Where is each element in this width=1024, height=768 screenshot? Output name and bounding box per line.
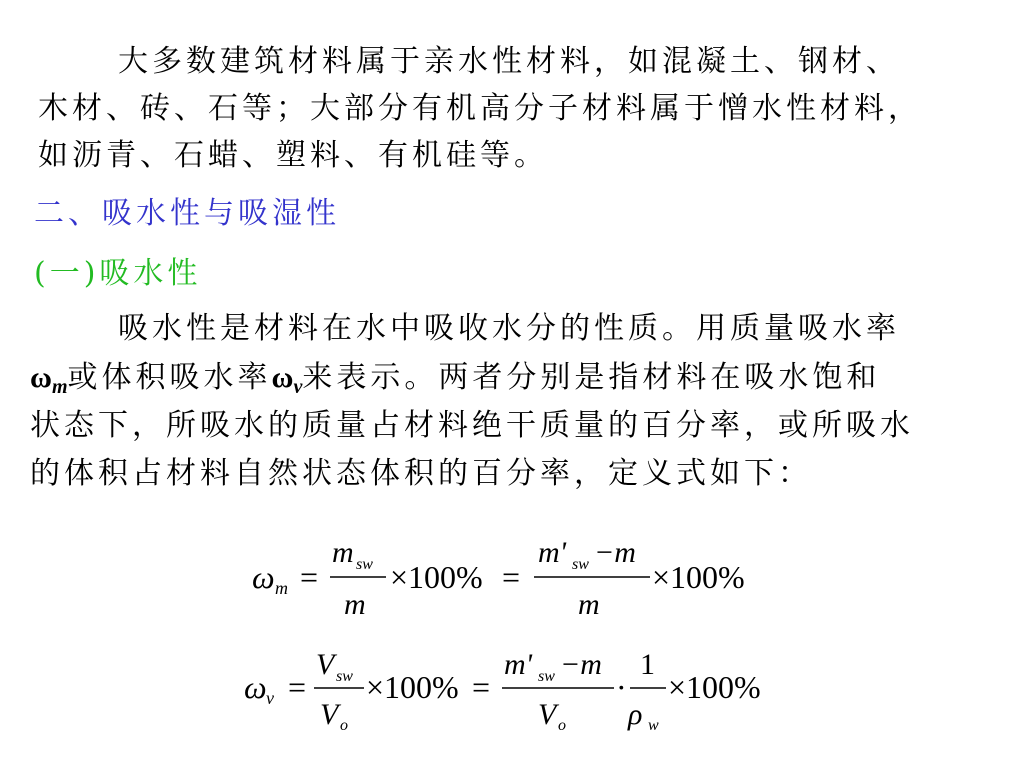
paragraph1-line3: 如沥青、石蜡、塑料、有机硅等。 [38,138,548,173]
svg-text:=: = [300,559,319,595]
svg-text:m: m [332,536,354,569]
symbol-omega-v: $\omega_v$ [271,361,303,398]
svg-text:×100%: ×100% [652,559,745,595]
paragraph2-line2-text-b: 来表示。两者分别是指材料在吸水饱和 [302,360,881,395]
paragraph2-line2-text-a: 或体积吸水率 [67,360,272,395]
svg-text:m: m [275,578,288,598]
svg-text:V: V [320,698,339,731]
svg-text:·: · [616,669,627,705]
svg-text:sw: sw [336,668,353,685]
svg-text:×100%: ×100% [668,669,761,705]
svg-text:1: 1 [640,648,655,681]
paragraph1-line2: 木材、砖、石等；大部分有机高分子材料属于憎水性材料， [38,91,922,126]
symbol-omega-m: $\omega_m$ [30,361,68,398]
section-heading: 二、吸水性与吸湿性 [34,196,340,231]
svg-text:m: m [578,588,600,621]
svg-text:V: V [316,648,335,681]
svg-text:sw: sw [356,556,373,573]
paragraph2-line4: 的体积占材料自然状态体积的百分率，定义式如下： [30,456,812,491]
svg-text:=: = [502,559,521,595]
paragraph1-line1: 大多数建筑材料属于亲水性材料，如混凝土、钢材、 [118,44,900,79]
svg-text:ω: ω [244,669,267,705]
svg-text:ρ: ρ [628,698,643,731]
paragraph2-line3: 状态下，所吸水的质量占材料绝干质量的百分率，或所吸水 [30,408,914,443]
formula-mass-water-absorption [252,536,745,621]
svg-text:w: w [648,717,659,734]
svg-text:o: o [558,717,566,734]
svg-text:=: = [472,669,491,705]
svg-text:ω: ω [252,559,275,595]
svg-text:m': m' [504,648,533,681]
svg-text:−m: −m [560,648,602,681]
svg-text:×100%: ×100% [366,669,459,705]
svg-text:sw: sw [538,668,555,685]
svg-text:v: v [266,688,274,708]
svg-text:−m: −m [594,536,636,569]
svg-text:sw: sw [572,556,589,573]
svg-text:×100%: ×100% [390,559,483,595]
svg-text:m: m [344,588,366,621]
svg-text:V: V [538,698,557,731]
formula-volume-water-absorption [244,648,761,734]
paragraph2-line1: 吸水性是材料在水中吸收水分的性质。用质量吸水率 [118,311,900,346]
svg-text:m': m' [538,536,567,569]
subsection-heading: (一)吸水性 [34,256,202,291]
svg-text:=: = [288,669,307,705]
svg-text:o: o [340,717,348,734]
